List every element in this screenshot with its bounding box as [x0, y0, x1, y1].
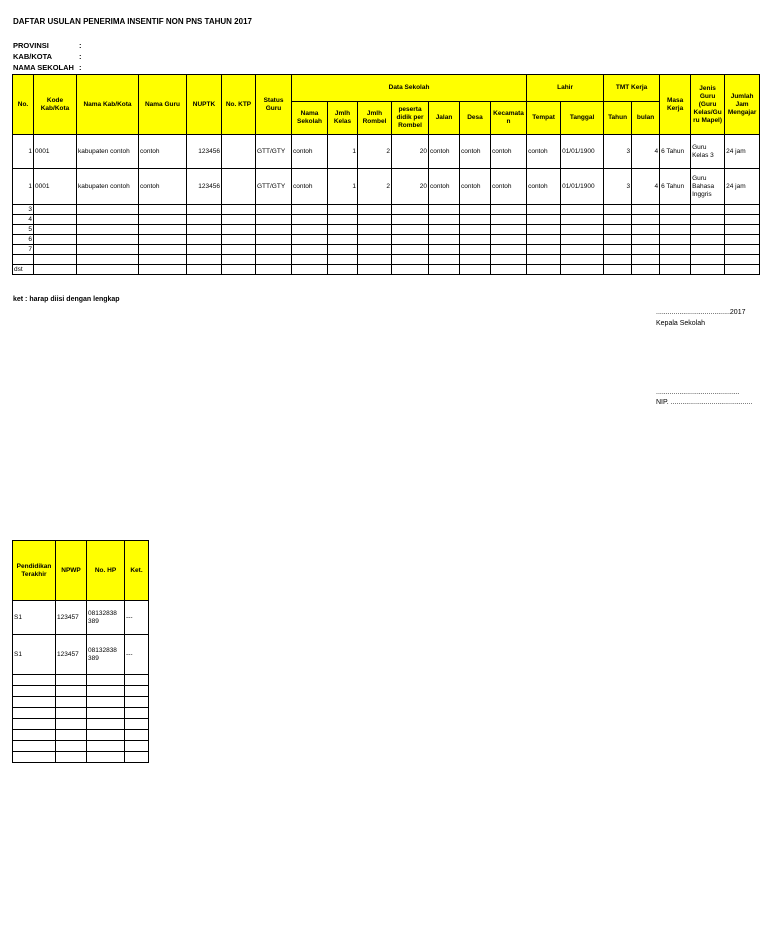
- cell-empty: [56, 675, 87, 686]
- cell-empty: [604, 255, 632, 265]
- cell-empty: [56, 686, 87, 697]
- cell-nuptk: 123456: [187, 135, 222, 169]
- cell-empty: [125, 686, 149, 697]
- cell-empty: [77, 205, 139, 215]
- table-row-blank: [13, 235, 760, 245]
- cell-empty: [561, 215, 604, 225]
- cell-empty: [34, 225, 77, 235]
- cell-empty: [125, 708, 149, 719]
- cell-empty: [660, 215, 691, 225]
- cell-empty: [691, 265, 725, 275]
- cell-empty: [632, 265, 660, 275]
- cell-empty: [256, 255, 292, 265]
- header-pendidikan: Pendidikan Terakhir: [13, 541, 56, 601]
- cell-empty: [187, 265, 222, 275]
- table-row-blank: [13, 255, 760, 265]
- cell-empty: [34, 235, 77, 245]
- cell-empty: [13, 719, 56, 730]
- cell-empty: [77, 215, 139, 225]
- cell-empty: [222, 225, 256, 235]
- cell-jenis: Guru Kelas 3: [691, 135, 725, 169]
- cell-empty: [187, 225, 222, 235]
- cell-empty: [392, 215, 429, 225]
- info-sep: :: [79, 52, 82, 61]
- header-bulan: bulan: [632, 102, 660, 135]
- cell-empty: [460, 265, 491, 275]
- cell-empty: [725, 225, 760, 235]
- header-tanggal: Tanggal: [561, 102, 604, 135]
- cell-empty: [139, 245, 187, 255]
- cell-tempat: contoh: [527, 135, 561, 169]
- side-table-row-blank: [13, 675, 149, 686]
- cell-empty: [527, 205, 561, 215]
- cell-empty: [392, 225, 429, 235]
- cell-empty: [660, 265, 691, 275]
- cell-desa: contoh: [460, 169, 491, 205]
- cell-empty: [292, 255, 328, 265]
- header-peserta: peserta didik per Rombel: [392, 102, 429, 135]
- signature-name-line: ...........................................: [656, 389, 740, 396]
- cell-no-ktp: [222, 135, 256, 169]
- side-table: [12, 540, 149, 763]
- cell-no-ktp: [222, 169, 256, 205]
- cell-empty: [187, 205, 222, 215]
- header-masa: Masa Kerja: [660, 75, 691, 135]
- cell-empty: [429, 235, 460, 245]
- cell-empty: [691, 255, 725, 265]
- table-row-blank: [13, 215, 760, 225]
- cell-row-number: dst: [13, 265, 34, 275]
- side-table-row-blank: [13, 730, 149, 741]
- header-hp: No. HP: [87, 541, 125, 601]
- cell-empty: [292, 215, 328, 225]
- cell-empty: [87, 752, 125, 763]
- cell-empty: [292, 245, 328, 255]
- document-title: DAFTAR USULAN PENERIMA INSENTIF NON PNS TAHUN 2017: [13, 17, 252, 26]
- cell-empty: [187, 235, 222, 245]
- header-tempat: Tempat: [527, 102, 561, 135]
- header-tahun: Tahun: [604, 102, 632, 135]
- cell-empty: [125, 675, 149, 686]
- cell-empty: [328, 205, 358, 215]
- cell-empty: [87, 730, 125, 741]
- cell-empty: [56, 730, 87, 741]
- cell-empty: [527, 255, 561, 265]
- cell-empty: [660, 235, 691, 245]
- cell-empty: [222, 205, 256, 215]
- cell-empty: [460, 245, 491, 255]
- cell-tahun: 3: [604, 169, 632, 205]
- cell-empty: [87, 741, 125, 752]
- cell-nama-guru: contoh: [139, 169, 187, 205]
- cell-empty: [527, 215, 561, 225]
- cell-empty: [691, 205, 725, 215]
- cell-empty: [292, 235, 328, 245]
- cell-empty: [13, 730, 56, 741]
- cell-empty: [460, 215, 491, 225]
- cell-empty: [256, 235, 292, 245]
- cell-empty: [358, 225, 392, 235]
- cell-empty: [222, 265, 256, 275]
- cell-empty: [292, 225, 328, 235]
- cell-nama-kab: kabupaten contoh: [77, 135, 139, 169]
- cell-empty: [87, 697, 125, 708]
- cell-empty: [87, 719, 125, 730]
- cell-empty: [604, 225, 632, 235]
- info-sep: :: [79, 63, 82, 72]
- header-npwp: NPWP: [56, 541, 87, 601]
- cell-empty: [632, 225, 660, 235]
- cell-empty: [604, 265, 632, 275]
- cell-no: 1: [13, 169, 34, 205]
- cell-empty: [256, 205, 292, 215]
- cell-empty: [527, 265, 561, 275]
- cell-empty: [13, 697, 56, 708]
- cell-status: GTT/GTY: [256, 169, 292, 205]
- cell-empty: [222, 235, 256, 245]
- cell-row-number: 7: [13, 245, 34, 255]
- cell-empty: [392, 265, 429, 275]
- cell-masa: 6 Tahun: [660, 135, 691, 169]
- cell-empty: [358, 255, 392, 265]
- cell-row-number: [13, 255, 34, 265]
- main-table: [12, 74, 760, 275]
- cell-empty: [77, 235, 139, 245]
- cell-empty: [125, 730, 149, 741]
- cell-tanggal: 01/01/1900: [561, 169, 604, 205]
- cell-nuptk: 123456: [187, 169, 222, 205]
- cell-empty: [632, 245, 660, 255]
- header-ket: Ket.: [125, 541, 149, 601]
- cell-empty: [691, 215, 725, 225]
- header-nama-sekolah: Nama Sekolah: [292, 102, 328, 135]
- table-row-blank: [13, 205, 760, 215]
- cell-empty: [561, 265, 604, 275]
- cell-empty: [34, 205, 77, 215]
- cell-empty: [660, 245, 691, 255]
- cell-tahun: 3: [604, 135, 632, 169]
- cell-empty: [691, 225, 725, 235]
- cell-empty: [691, 235, 725, 245]
- cell-empty: [429, 215, 460, 225]
- cell-empty: [429, 255, 460, 265]
- cell-empty: [725, 255, 760, 265]
- cell-empty: [660, 205, 691, 215]
- cell-empty: [491, 255, 527, 265]
- cell-empty: [632, 255, 660, 265]
- cell-empty: [56, 697, 87, 708]
- cell-empty: [87, 708, 125, 719]
- cell-empty: [125, 697, 149, 708]
- cell-empty: [561, 255, 604, 265]
- cell-empty: [256, 245, 292, 255]
- cell-empty: [660, 225, 691, 235]
- cell-empty: [358, 235, 392, 245]
- info-label-provinsi: PROVINSI: [13, 41, 49, 50]
- cell-no: 1: [13, 135, 34, 169]
- cell-empty: [292, 205, 328, 215]
- cell-empty: [256, 215, 292, 225]
- cell-empty: [725, 245, 760, 255]
- header-nuptk: NUPTK: [187, 75, 222, 135]
- cell-pendidikan: S1: [13, 635, 56, 675]
- cell-bulan: 4: [632, 169, 660, 205]
- cell-empty: [187, 245, 222, 255]
- table-row: [13, 169, 760, 205]
- note-text: ket : harap diisi dengan lengkap: [13, 296, 120, 303]
- side-table-row-blank: [13, 752, 149, 763]
- cell-jam: 24 jam: [725, 169, 760, 205]
- cell-npwp: 123457: [56, 601, 87, 635]
- cell-empty: [87, 686, 125, 697]
- cell-npwp: 123457: [56, 635, 87, 675]
- side-table-row-blank: [13, 708, 149, 719]
- cell-masa: 6 Tahun: [660, 169, 691, 205]
- cell-empty: [34, 255, 77, 265]
- cell-empty: [56, 752, 87, 763]
- info-sep: :: [79, 41, 82, 50]
- header-kode: Kode Kab/Kota: [34, 75, 77, 135]
- table-row-blank: [13, 225, 760, 235]
- cell-nama-sekolah: contoh: [292, 169, 328, 205]
- cell-empty: [77, 225, 139, 235]
- cell-empty: [187, 215, 222, 225]
- cell-empty: [34, 265, 77, 275]
- cell-empty: [429, 265, 460, 275]
- table-row: [13, 135, 760, 169]
- cell-kecamatan: contoh: [491, 169, 527, 205]
- cell-empty: [34, 245, 77, 255]
- cell-empty: [139, 205, 187, 215]
- cell-empty: [491, 265, 527, 275]
- cell-empty: [56, 708, 87, 719]
- cell-empty: [139, 235, 187, 245]
- cell-row-number: 5: [13, 225, 34, 235]
- info-label-kabkota: KAB/KOTA: [13, 52, 53, 61]
- cell-empty: [561, 235, 604, 245]
- cell-empty: [56, 741, 87, 752]
- cell-jam: 24 jam: [725, 135, 760, 169]
- cell-empty: [491, 215, 527, 225]
- side-table-row: [13, 601, 149, 635]
- cell-empty: [328, 245, 358, 255]
- cell-empty: [392, 255, 429, 265]
- cell-row-number: 3: [13, 205, 34, 215]
- header-jenis: Jenis Guru (Guru Kelas/Gu ru Mapel): [691, 75, 725, 135]
- cell-empty: [358, 215, 392, 225]
- cell-empty: [87, 675, 125, 686]
- info-label-nama-sekolah: NAMA SEKOLAH: [13, 63, 74, 72]
- cell-status: GTT/GTY: [256, 135, 292, 169]
- header-lahir: Lahir: [527, 75, 604, 102]
- cell-empty: [13, 741, 56, 752]
- cell-empty: [725, 265, 760, 275]
- cell-empty: [604, 205, 632, 215]
- side-table-row-blank: [13, 741, 149, 752]
- header-no: No.: [13, 75, 34, 135]
- cell-row-number: 4: [13, 215, 34, 225]
- cell-jalan: contoh: [429, 169, 460, 205]
- side-table-row-blank: [13, 686, 149, 697]
- cell-empty: [77, 265, 139, 275]
- cell-ket: ---: [125, 601, 149, 635]
- cell-empty: [460, 205, 491, 215]
- cell-empty: [328, 215, 358, 225]
- cell-empty: [491, 235, 527, 245]
- cell-empty: [527, 235, 561, 245]
- cell-empty: [222, 255, 256, 265]
- cell-empty: [187, 255, 222, 265]
- cell-empty: [561, 205, 604, 215]
- cell-jalan: contoh: [429, 135, 460, 169]
- table-row-blank: [13, 265, 760, 275]
- cell-empty: [328, 255, 358, 265]
- cell-empty: [604, 215, 632, 225]
- side-table-row-blank: [13, 697, 149, 708]
- cell-kecamatan: contoh: [491, 135, 527, 169]
- cell-empty: [77, 245, 139, 255]
- cell-empty: [292, 265, 328, 275]
- header-jalan: Jalan: [429, 102, 460, 135]
- cell-empty: [491, 225, 527, 235]
- cell-empty: [725, 235, 760, 245]
- cell-empty: [13, 752, 56, 763]
- cell-empty: [13, 708, 56, 719]
- cell-jml-rombel: 2: [358, 169, 392, 205]
- cell-hp: 08132838 389: [87, 635, 125, 675]
- cell-empty: [632, 205, 660, 215]
- cell-ket: ---: [125, 635, 149, 675]
- cell-empty: [460, 225, 491, 235]
- cell-empty: [561, 225, 604, 235]
- cell-empty: [222, 215, 256, 225]
- cell-empty: [691, 245, 725, 255]
- header-data-sekolah: Data Sekolah: [292, 75, 527, 102]
- cell-empty: [222, 245, 256, 255]
- header-desa: Desa: [460, 102, 491, 135]
- table-row-blank: [13, 245, 760, 255]
- cell-empty: [328, 225, 358, 235]
- cell-empty: [139, 225, 187, 235]
- cell-empty: [139, 215, 187, 225]
- cell-jml-rombel: 2: [358, 135, 392, 169]
- cell-empty: [125, 719, 149, 730]
- header-kecamatan: Kecamata n: [491, 102, 527, 135]
- cell-empty: [77, 255, 139, 265]
- header-tmt: TMT Kerja: [604, 75, 660, 102]
- cell-empty: [604, 235, 632, 245]
- header-nama-guru: Nama Guru: [139, 75, 187, 135]
- cell-empty: [491, 205, 527, 215]
- cell-empty: [460, 255, 491, 265]
- cell-kode: 0001: [34, 169, 77, 205]
- cell-empty: [632, 235, 660, 245]
- cell-empty: [34, 215, 77, 225]
- cell-empty: [460, 235, 491, 245]
- cell-empty: [725, 215, 760, 225]
- cell-empty: [429, 225, 460, 235]
- cell-peserta: 20: [392, 135, 429, 169]
- cell-empty: [139, 265, 187, 275]
- cell-empty: [13, 675, 56, 686]
- cell-empty: [139, 255, 187, 265]
- cell-empty: [328, 235, 358, 245]
- cell-nama-sekolah: contoh: [292, 135, 328, 169]
- cell-jml-kelas: 1: [328, 135, 358, 169]
- cell-empty: [256, 225, 292, 235]
- cell-desa: contoh: [460, 135, 491, 169]
- header-no-ktp: No. KTP: [222, 75, 256, 135]
- cell-empty: [429, 205, 460, 215]
- cell-hp: 08132838 389: [87, 601, 125, 635]
- header-jml-rombel: Jmlh Rombel: [358, 102, 392, 135]
- cell-empty: [358, 265, 392, 275]
- cell-empty: [328, 265, 358, 275]
- cell-empty: [660, 255, 691, 265]
- header-jml-kelas: Jmlh Kelas: [328, 102, 358, 135]
- cell-empty: [256, 265, 292, 275]
- signature-date: ......................................2017: [656, 309, 746, 316]
- cell-empty: [56, 719, 87, 730]
- cell-empty: [125, 752, 149, 763]
- cell-jenis: Guru Bahasa Inggris: [691, 169, 725, 205]
- cell-tanggal: 01/01/1900: [561, 135, 604, 169]
- cell-row-number: 6: [13, 235, 34, 245]
- cell-empty: [632, 215, 660, 225]
- cell-empty: [13, 686, 56, 697]
- cell-bulan: 4: [632, 135, 660, 169]
- cell-empty: [725, 205, 760, 215]
- cell-nama-guru: contoh: [139, 135, 187, 169]
- header-nama-kab: Nama Kab/Kota: [77, 75, 139, 135]
- side-table-row-blank: [13, 719, 149, 730]
- cell-empty: [358, 205, 392, 215]
- cell-empty: [527, 225, 561, 235]
- cell-peserta: 20: [392, 169, 429, 205]
- cell-empty: [125, 741, 149, 752]
- cell-tempat: contoh: [527, 169, 561, 205]
- cell-empty: [392, 205, 429, 215]
- cell-nama-kab: kabupaten contoh: [77, 169, 139, 205]
- header-jam: Jumlah Jam Mengajar: [725, 75, 760, 135]
- cell-jml-kelas: 1: [328, 169, 358, 205]
- cell-empty: [392, 245, 429, 255]
- cell-empty: [429, 245, 460, 255]
- cell-empty: [358, 245, 392, 255]
- cell-empty: [491, 245, 527, 255]
- cell-empty: [604, 245, 632, 255]
- cell-empty: [561, 245, 604, 255]
- signature-role: Kepala Sekolah: [656, 320, 706, 327]
- school-info: [13, 40, 82, 73]
- signature-nip: NIP. ..........................................: [656, 399, 753, 406]
- header-status: Status Guru: [256, 75, 292, 135]
- side-table-row: [13, 635, 149, 675]
- cell-pendidikan: S1: [13, 601, 56, 635]
- cell-kode: 0001: [34, 135, 77, 169]
- cell-empty: [527, 245, 561, 255]
- cell-empty: [392, 235, 429, 245]
